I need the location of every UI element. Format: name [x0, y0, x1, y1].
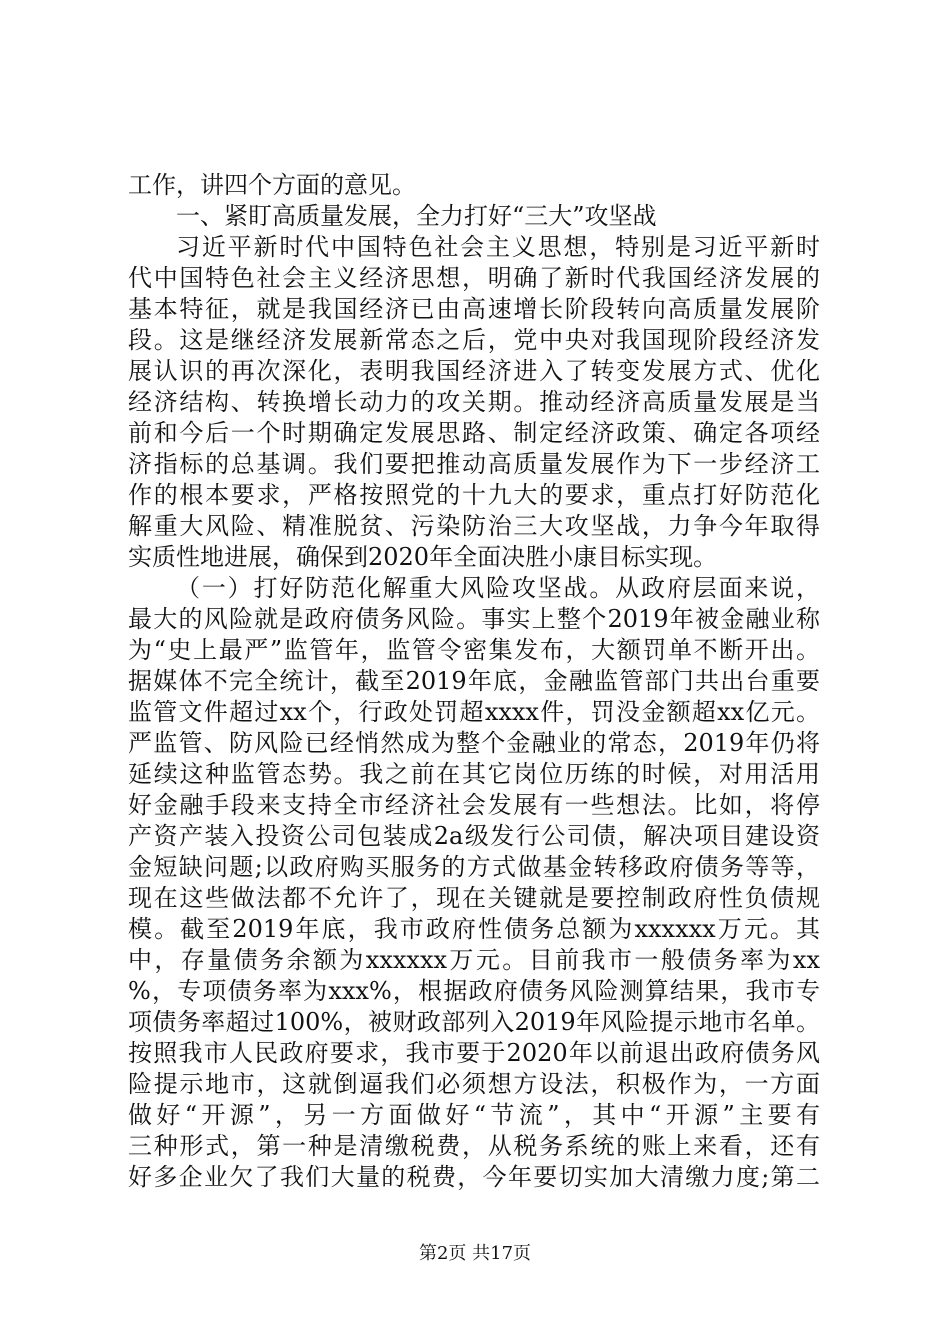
text-line: 好多企业欠了我们大量的税费，今年要切实加大清缴力度;第二 — [128, 1163, 820, 1191]
text-line: 基本特征，就是我国经济已由高速增长阶段转向高质量发展阶 — [128, 295, 820, 323]
text-line: 代中国特色社会主义经济思想，明确了新时代我国经济发展的 — [128, 264, 820, 292]
text-line: 做好“开源”，另一方面做好“节流”，其中“开源”主要有 — [128, 1101, 820, 1129]
text-line: 好金融手段来支持全市经济社会发展有一些想法。比如，将停 — [128, 791, 820, 819]
text-line: 监管文件超过xx个，行政处罚超xxxx件，罚没金额超xx亿元。 — [128, 698, 820, 726]
text-line: 展认识的再次深化，表明我国经济进入了转变发展方式、优化 — [128, 357, 820, 385]
text-line: 险提示地市，这就倒逼我们必须想方设法，积极作为，一方面 — [128, 1070, 820, 1098]
text-line: 严监管、防风险已经悄然成为整个金融业的常态，2019年仍将 — [128, 729, 820, 757]
text-line: 经济结构、转换增长动力的攻关期。推动经济高质量发展是当 — [128, 388, 820, 416]
text-line: 实质性地进展，确保到2020年全面决胜小康目标实现。 — [128, 543, 718, 571]
text-line: 为“史上最严”监管年，监管令密集发布，大额罚单不断开出。 — [128, 636, 820, 664]
text-line: 最大的风险就是政府债务风险。事实上整个2019年被金融业称 — [128, 605, 820, 633]
text-line: 金短缺问题;以政府购买服务的方式做基金转移政府债务等等， — [128, 853, 820, 881]
text-line: 工作，讲四个方面的意见。 — [128, 171, 416, 199]
text-line: 项债务率超过100%，被财政部列入2019年风险提示地市名单。 — [128, 1008, 820, 1036]
text-line: 前和今后一个时期确定发展思路、制定经济政策、确定各项经 — [128, 419, 820, 447]
text-line: 据媒体不完全统计，截至2019年底，金融监管部门共出台重要 — [128, 667, 820, 695]
text-line: 段。这是继经济发展新常态之后，党中央对我国现阶段经济发 — [128, 326, 820, 354]
text-line: 中，存量债务余额为xxxxxx万元。目前我市一般债务率为xx — [128, 946, 820, 974]
text-line: 作的根本要求，严格按照党的十九大的要求，重点打好防范化 — [128, 481, 820, 509]
section-heading: 一、紧盯高质量发展，全力打好“三大”攻坚战 — [176, 202, 657, 230]
text-line: 按照我市人民政府要求，我市要于2020年以前退出政府债务风 — [128, 1039, 820, 1067]
text-line: 解重大风险、精准脱贫、污染防治三大攻坚战，力争今年取得 — [128, 512, 820, 540]
text-line: 模。截至2019年底，我市政府性债务总额为xxxxxx万元。其 — [128, 915, 820, 943]
subsection-heading: （一）打好防范化解重大风险攻坚战。从政府层面来说， — [176, 574, 820, 602]
text-line: 三种形式，第一种是清缴税费，从税务系统的账上来看，还有 — [128, 1132, 820, 1160]
document-body — [128, 170, 820, 1193]
text-line: 现在这些做法都不允许了，现在关键就是要控制政府性负债规 — [128, 884, 820, 912]
text-line: 习近平新时代中国特色社会主义思想，特别是习近平新时 — [176, 233, 820, 261]
page-number-footer: 第2页 共17页 — [418, 1243, 532, 1264]
text-line: 济指标的总基调。我们要把推动高质量发展作为下一步经济工 — [128, 450, 820, 478]
text-line: 延续这种监管态势。我之前在其它岗位历练的时候，对用活用 — [128, 760, 820, 788]
text-line: 产资产装入投资公司包装成2a级发行公司债，解决项目建设资 — [128, 822, 820, 850]
text-line: %，专项债务率为xxx%，根据政府债务风险测算结果，我市专 — [128, 977, 820, 1005]
